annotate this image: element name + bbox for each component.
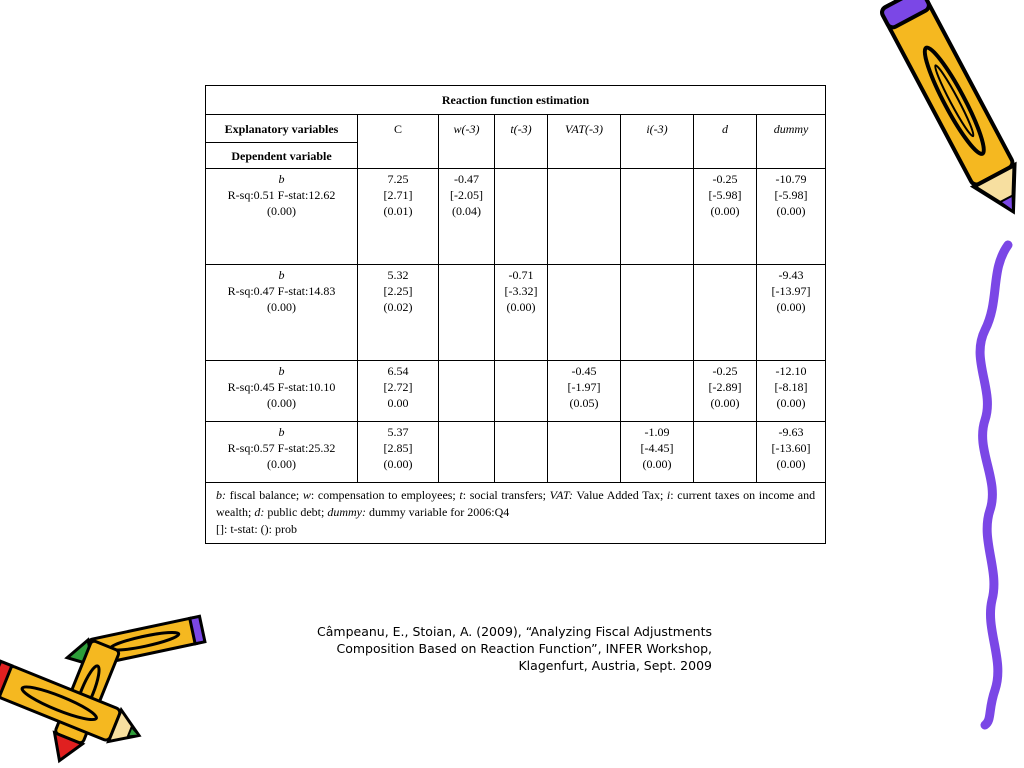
dependent-cell: b R-sq:0.57 F-stat:25.32 (0.00) (206, 422, 358, 483)
dependent-cell: b R-sq:0.45 F-stat:10.10 (0.00) (206, 361, 358, 422)
cell-i: -1.09 [-4.45] (0.00) (621, 422, 694, 483)
col-header-w: w(-3) (439, 115, 495, 169)
citation: Câmpeanu, E., Stoian, A. (2009), “Analyzing Fiscal Adjustments Composition Based on Reaction Function”, INFER Workshop, Klagenfurt, Austria, Sept. 2009 (317, 624, 712, 673)
col-header-dummy: dummy (757, 115, 826, 169)
dependent-variable-label: Dependent variable (206, 143, 358, 169)
table-note: b: fiscal balance; w: compensation to employees; t: social transfers; VAT: Value Added Tax; i: current taxes on income and wealth; d: public debt; dummy: dummy variable for 2006:Q4 []: t-stat: (): prob (206, 483, 826, 544)
note-legend: []: t-stat: (): prob (216, 522, 297, 536)
col-header-t: t(-3) (495, 115, 548, 169)
cell-d: -0.25 [-2.89] (0.00) (694, 361, 757, 422)
col-header-d: d (694, 115, 757, 169)
dependent-cell: b R-sq:0.47 F-stat:14.83 (0.00) (206, 265, 358, 361)
dependent-cell: b R-sq:0.51 F-stat:12.62 (0.00) (206, 169, 358, 265)
cell-c: 6.54 [2.72] 0.00 (358, 361, 439, 422)
col-header-i: i(-3) (621, 115, 694, 169)
squiggle-decoration (980, 245, 1008, 725)
cell-dummy: -10.79 [-5.98] (0.00) (757, 169, 826, 265)
col-header-vat: VAT(-3) (548, 115, 621, 169)
cell-c: 7.25 [2.71] (0.01) (358, 169, 439, 265)
cell-t: -0.71 [-3.32] (0.00) (495, 265, 548, 361)
explanatory-variables-label: Explanatory variables (206, 115, 358, 143)
cell-vat: -0.45 [-1.97] (0.05) (548, 361, 621, 422)
col-header-c: C (358, 115, 439, 169)
cell-dummy: -9.43 [-13.97] (0.00) (757, 265, 826, 361)
cell-dummy: -12.10 [-8.18] (0.00) (757, 361, 826, 422)
cell-dummy: -9.63 [-13.60] (0.00) (757, 422, 826, 483)
cell-c: 5.32 [2.25] (0.02) (358, 265, 439, 361)
cell-d: -0.25 [-5.98] (0.00) (694, 169, 757, 265)
table-title: Reaction function estimation (206, 86, 826, 115)
cell-c: 5.37 [2.85] (0.00) (358, 422, 439, 483)
cell-w: -0.47 [-2.05] (0.04) (439, 169, 495, 265)
pencil-icon (880, 0, 1024, 222)
